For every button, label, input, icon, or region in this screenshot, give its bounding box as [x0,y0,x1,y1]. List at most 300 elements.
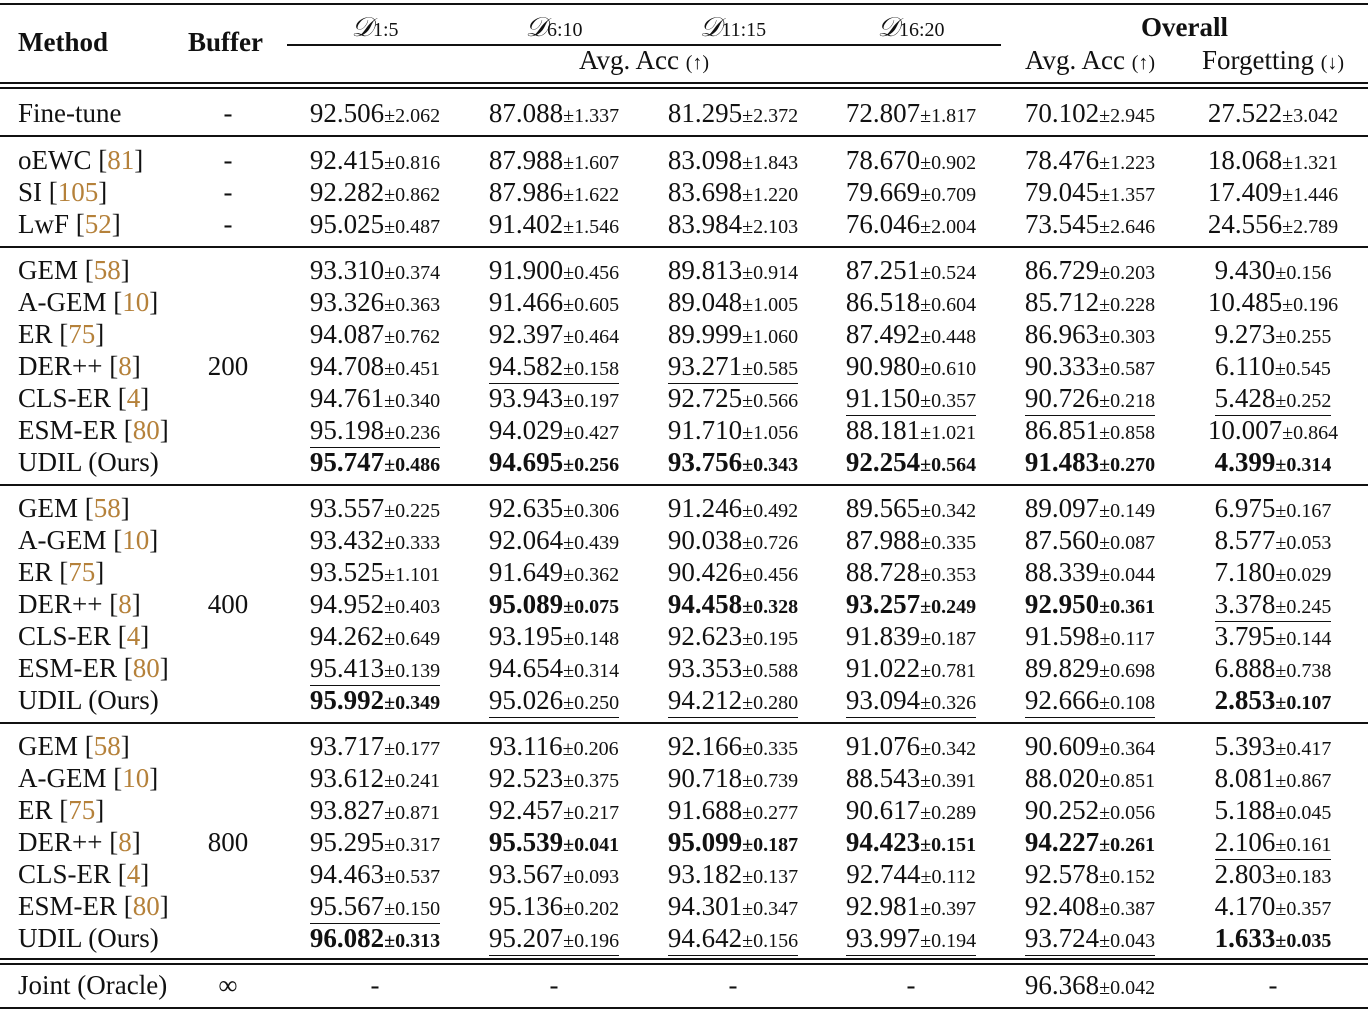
mean-value: 95.567 [309,891,385,921]
cell-value [1208,210,1338,241]
std-number: 0.464 [574,326,620,348]
std-value: ±0.313 [384,930,441,952]
std-value: ±0.326 [920,692,977,714]
std-value: ±0.361 [1099,596,1156,618]
cell-value [489,352,619,384]
cell-value [668,178,798,209]
std-value: ±0.187 [920,628,977,650]
table-cell [1001,524,1179,557]
citation-link[interactable]: 80 [132,891,160,921]
mean-value: 10.485 [1207,287,1283,317]
mean-value: 93.717 [309,731,385,761]
mean-value: - [1268,970,1278,1000]
std-number: 0.161 [1286,834,1332,856]
section-rule [0,722,1368,724]
citation-link[interactable]: 81 [107,145,135,175]
buffer-size: 200 [207,351,249,381]
cell-value [668,622,798,653]
std-number: 0.914 [753,262,799,284]
citation-link[interactable]: 52 [84,209,112,239]
std-value: ±0.698 [1099,660,1156,682]
mean-value: 93.525 [309,557,385,587]
method-name: ER [75] [18,557,105,587]
mean-value: 86.518 [845,287,921,317]
std-number: 2.789 [1293,216,1339,238]
cell-value [668,526,798,557]
table-cell [465,208,643,241]
method-label: ESM-ER [18,653,118,683]
cell-value [668,764,798,795]
std-number: 0.456 [753,564,799,586]
cell-value [310,764,440,795]
mean-value: 73.545 [1024,209,1100,239]
mean-value: 88.020 [1024,763,1100,793]
domain-header-1 [286,11,464,46]
mean-value: 93.997 [845,923,921,953]
mean-value: 94.423 [845,827,921,857]
table-row [0,97,1370,129]
table-cell [286,588,464,621]
std-value: ±0.056 [1099,802,1156,824]
std-value: ±0.486 [384,454,441,476]
cell-value [489,828,619,859]
std-number: 1.220 [753,184,799,206]
table-cell [822,524,1000,557]
table-row [0,588,1370,620]
std-number: 0.417 [1286,738,1332,760]
std-number: 0.566 [753,390,799,412]
std-number: 0.605 [574,294,620,316]
cell-value [846,448,976,479]
mean-value: 87.251 [845,255,921,285]
std-number: 1.021 [931,422,977,444]
table-row [0,922,1370,954]
cell-value [489,288,619,319]
cell-value [1025,210,1155,241]
std-value: ±1.817 [920,105,977,127]
std-number: 0.342 [931,738,977,760]
citation-link[interactable]: 105 [57,177,99,207]
table-cell [1001,890,1179,923]
std-value: ±0.255 [1275,326,1332,348]
std-value: ±1.056 [742,422,799,444]
std-value: ±0.156 [1275,262,1332,284]
mean-value: 4.170 [1214,891,1276,921]
mean-value: 94.582 [488,351,564,381]
cell-value [1215,828,1332,860]
mean-value: 91.483 [1024,447,1100,477]
method-name: DER++ [8] [18,827,141,857]
mean-value: 93.756 [667,447,743,477]
method-label: CLS-ER [18,859,112,889]
domain-range: 1:5 [372,19,399,41]
std-value: ±0.314 [1275,454,1332,476]
forgetting-header [1184,44,1362,79]
cell-value [489,590,619,621]
mean-value: 93.271 [667,351,743,381]
std-number: 1.337 [574,105,620,127]
cell-value [1025,416,1155,447]
citation-link[interactable]: 58 [93,493,121,523]
table-cell [286,350,464,383]
std-value: ±0.236 [384,422,441,444]
table-cell [822,620,1000,653]
mean-value: 92.506 [309,98,385,128]
table-row [0,826,1370,858]
method-name: GEM [58] [18,731,130,761]
mean-value: 78.476 [1024,145,1100,175]
table-cell [286,826,464,859]
std-value: ±0.587 [1099,358,1156,380]
domain-symbol: 𝒟 [351,12,373,42]
table-cell [286,969,464,1001]
cell-value [668,686,798,718]
cell-value [729,971,738,999]
table-cell [822,858,1000,891]
cell-value [668,99,798,130]
cell-value [371,971,380,999]
mean-value: 10.007 [1207,415,1283,445]
table-cell [286,382,464,415]
table-cell [1184,762,1362,795]
cell-value [310,146,440,177]
mean-value: - [370,970,380,1000]
method-name: ER [75] [18,795,105,825]
mean-value: 94.029 [488,415,564,445]
cell-value [310,384,440,415]
citation-link[interactable]: 75 [68,795,96,825]
section-rule [0,135,1368,137]
mean-value: 17.409 [1207,177,1283,207]
mean-value: - [728,970,738,1000]
citation-link[interactable]: 8 [118,827,132,857]
mean-value: 87.088 [488,98,564,128]
cell-value [846,654,976,685]
std-number: 0.144 [1286,628,1332,650]
table-row [0,969,1370,1001]
cell-value [846,526,976,557]
table-cell [644,97,822,130]
std-number: 0.053 [1286,532,1332,554]
citation-link[interactable]: 75 [68,557,96,587]
mean-value: 2.106 [1214,827,1276,857]
cell-value [846,860,976,891]
table-cell [1001,858,1179,891]
std-number: 0.093 [574,866,620,888]
table-cell [1001,97,1179,130]
cell-value [1215,860,1332,891]
table-cell [822,762,1000,795]
std-number: 0.306 [574,500,620,522]
table-cell [1001,144,1179,177]
table-row [0,286,1370,318]
std-value: ±0.335 [742,738,799,760]
std-value: ±2.004 [920,216,977,238]
cell-value [1025,860,1155,891]
std-number: 0.375 [574,770,620,792]
citation-link[interactable]: 58 [93,731,121,761]
citation-link[interactable]: 58 [93,255,121,285]
method-name: ESM-ER [80] [18,415,169,445]
std-value: ±0.149 [1099,500,1156,522]
std-number: 0.403 [395,596,441,618]
citation-link[interactable]: 8 [118,351,132,381]
mean-value: 18.068 [1207,145,1283,175]
table-row [0,890,1370,922]
cell-value [1025,448,1155,479]
table-cell [1184,144,1362,177]
table-cell [465,922,643,956]
mean-value: 9.430 [1214,255,1276,285]
std-number: 0.537 [395,866,441,888]
std-number: 0.045 [1286,802,1332,824]
std-value: ±0.364 [1099,738,1156,760]
cell-value [668,146,798,177]
cell-value [668,384,798,415]
cell-value [1215,622,1332,653]
std-number: 0.698 [1110,660,1156,682]
method-label: A-GEM [18,287,107,317]
mean-value: 93.567 [488,859,564,889]
domain-header-3 [644,11,822,46]
table-cell [822,794,1000,827]
std-value: ±0.487 [384,216,441,238]
cell-value [846,686,976,718]
std-number: 0.335 [931,532,977,554]
std-value: ±0.588 [742,660,799,682]
std-number: 0.726 [753,532,799,554]
table-cell [644,794,822,827]
std-value: ±3.042 [1282,105,1339,127]
std-number: 0.203 [1110,262,1156,284]
table-cell [1184,208,1362,241]
cell-value [668,796,798,827]
std-number: 0.218 [1110,390,1156,412]
mean-value: 3.795 [1214,621,1276,651]
std-number: 2.646 [1110,216,1156,238]
citation-link[interactable]: 10 [122,287,150,317]
std-value: ±0.195 [742,628,799,650]
std-number: 0.225 [395,500,441,522]
table-cell [465,446,643,479]
table-cell [465,414,643,447]
std-value: ±0.112 [920,866,976,888]
mean-value: 4.399 [1214,447,1276,477]
mean-value: 92.415 [309,145,385,175]
table-cell [1184,684,1362,717]
std-number: 0.333 [395,532,441,554]
mean-value: 89.813 [667,255,743,285]
table-row [0,446,1370,478]
cell-value [1025,828,1155,859]
cell-value [1215,892,1332,923]
mean-value: 94.463 [309,859,385,889]
table-cell [644,620,822,653]
table-cell [1001,556,1179,589]
mean-value: 2.803 [1214,859,1276,889]
mean-value: 94.212 [667,685,743,715]
citation-link[interactable]: 75 [68,319,96,349]
std-value: ±0.249 [920,596,977,618]
std-number: 0.252 [1286,390,1332,412]
section-rule [0,484,1368,486]
mean-value: 93.943 [488,383,564,413]
std-value: ±1.060 [742,326,799,348]
mean-value: 6.975 [1214,493,1276,523]
std-number: 0.486 [395,454,441,476]
table-cell [1184,414,1362,447]
mean-value: 7.180 [1214,557,1276,587]
std-value: ±0.357 [1275,898,1332,920]
mean-value: 95.136 [488,891,564,921]
cell-value [489,796,619,827]
citation-link[interactable]: 8 [118,589,132,619]
std-value: ±0.137 [742,866,799,888]
table-cell [644,524,822,557]
citation-link[interactable]: 4 [126,859,141,889]
std-value: ±0.150 [384,898,441,920]
std-number: 0.313 [395,930,441,952]
mean-value: 94.708 [309,351,385,381]
table-cell [465,556,643,589]
table-cell [286,524,464,557]
std-value: ±0.902 [920,152,977,174]
method-label: UDIL (Ours) [18,447,159,477]
std-value: ±0.362 [563,564,620,586]
std-number: 0.340 [395,390,441,412]
std-value: ±0.403 [384,596,441,618]
mean-value: 95.295 [309,827,385,857]
mean-value: 91.900 [488,255,564,285]
cell-value [846,494,976,525]
table-cell [465,97,643,130]
std-number: 0.029 [1286,564,1332,586]
table-row [0,652,1370,684]
cell-value [1025,796,1155,827]
table-cell [286,556,464,589]
table-cell [822,556,1000,589]
citation-link[interactable]: 80 [132,653,160,683]
table-cell [822,890,1000,923]
std-number: 0.196 [574,930,620,952]
std-value: ±0.314 [563,660,620,682]
method-name [18,684,159,716]
std-number: 2.945 [1110,105,1156,127]
std-number: 1.622 [574,184,620,206]
std-value: ±1.021 [920,422,977,444]
table-row [0,208,1370,240]
mean-value: 96.368 [1024,970,1100,1000]
method-label: Fine-tune [18,98,122,128]
table-cell [822,97,1000,130]
std-number: 0.187 [753,834,799,856]
cell-value [310,892,440,924]
method-label: GEM [18,255,78,285]
method-name: LwF [52] [18,209,121,239]
cell-value [489,654,619,685]
std-value: ±0.374 [384,262,441,284]
cell-value [489,558,619,589]
std-number: 0.374 [395,262,441,284]
mean-value: 90.252 [1024,795,1100,825]
table-cell [644,730,822,763]
std-value: ±0.152 [1099,866,1156,888]
std-number: 0.041 [574,834,620,856]
citation-link[interactable]: 10 [122,525,150,555]
std-number: 0.035 [1286,930,1332,952]
std-number: 0.864 [1293,422,1339,444]
std-number: 0.610 [931,358,977,380]
table-cell [644,556,822,589]
table-row [0,144,1370,176]
table-cell [286,858,464,891]
cell-value [846,828,976,859]
table-cell [465,492,643,525]
cell-value [1208,178,1338,209]
mean-value: 95.747 [309,447,385,477]
table-cell [822,969,1000,1001]
table-row [0,492,1370,524]
mean-value: 95.089 [488,589,564,619]
std-value: ±0.187 [742,834,799,856]
citation-link[interactable]: 4 [126,383,141,413]
cell-value [310,288,440,319]
table-cell [1184,176,1362,209]
mean-value: 86.729 [1024,255,1100,285]
table-row [0,524,1370,556]
buffer-size: - [223,177,233,207]
std-value: ±2.372 [742,105,799,127]
cell-value [846,178,976,209]
table-row [0,556,1370,588]
domain-range: 16:20 [898,19,945,41]
forgetting-label: Forgetting [1201,45,1314,75]
mean-value: 91.598 [1025,621,1100,651]
cell-value [668,288,798,319]
table-cell [822,176,1000,209]
std-number: 0.487 [395,216,441,238]
method-label: ESM-ER [18,891,118,921]
citation-link[interactable]: 10 [122,763,150,793]
std-number: 0.362 [574,564,620,586]
header-rule-1 [0,82,1368,84]
citation-link[interactable]: 80 [132,415,160,445]
mean-value: 94.227 [1024,827,1100,857]
table-cell [1001,969,1179,1002]
table-cell [822,446,1000,479]
domain-header-4 [822,11,1000,46]
std-number: 3.042 [1293,105,1339,127]
std-value: ±0.158 [563,358,620,380]
table-cell [644,858,822,891]
std-number: 0.117 [1110,628,1155,650]
citation-link[interactable]: 4 [126,621,141,651]
std-value: ±0.206 [562,738,619,760]
table-cell [822,730,1000,763]
std-value: ±0.044 [1099,564,1156,586]
std-number: 0.197 [574,390,620,412]
cell-value [1215,320,1332,351]
table-cell [822,208,1000,241]
mean-value: 79.669 [845,177,921,207]
cell-value [489,622,619,653]
overall-avg-acc-header [1001,44,1179,79]
std-number: 0.564 [931,454,977,476]
std-value: ±0.545 [1274,358,1331,380]
table-cell [286,318,464,351]
cell-value [310,828,440,859]
cell-value [846,99,976,130]
